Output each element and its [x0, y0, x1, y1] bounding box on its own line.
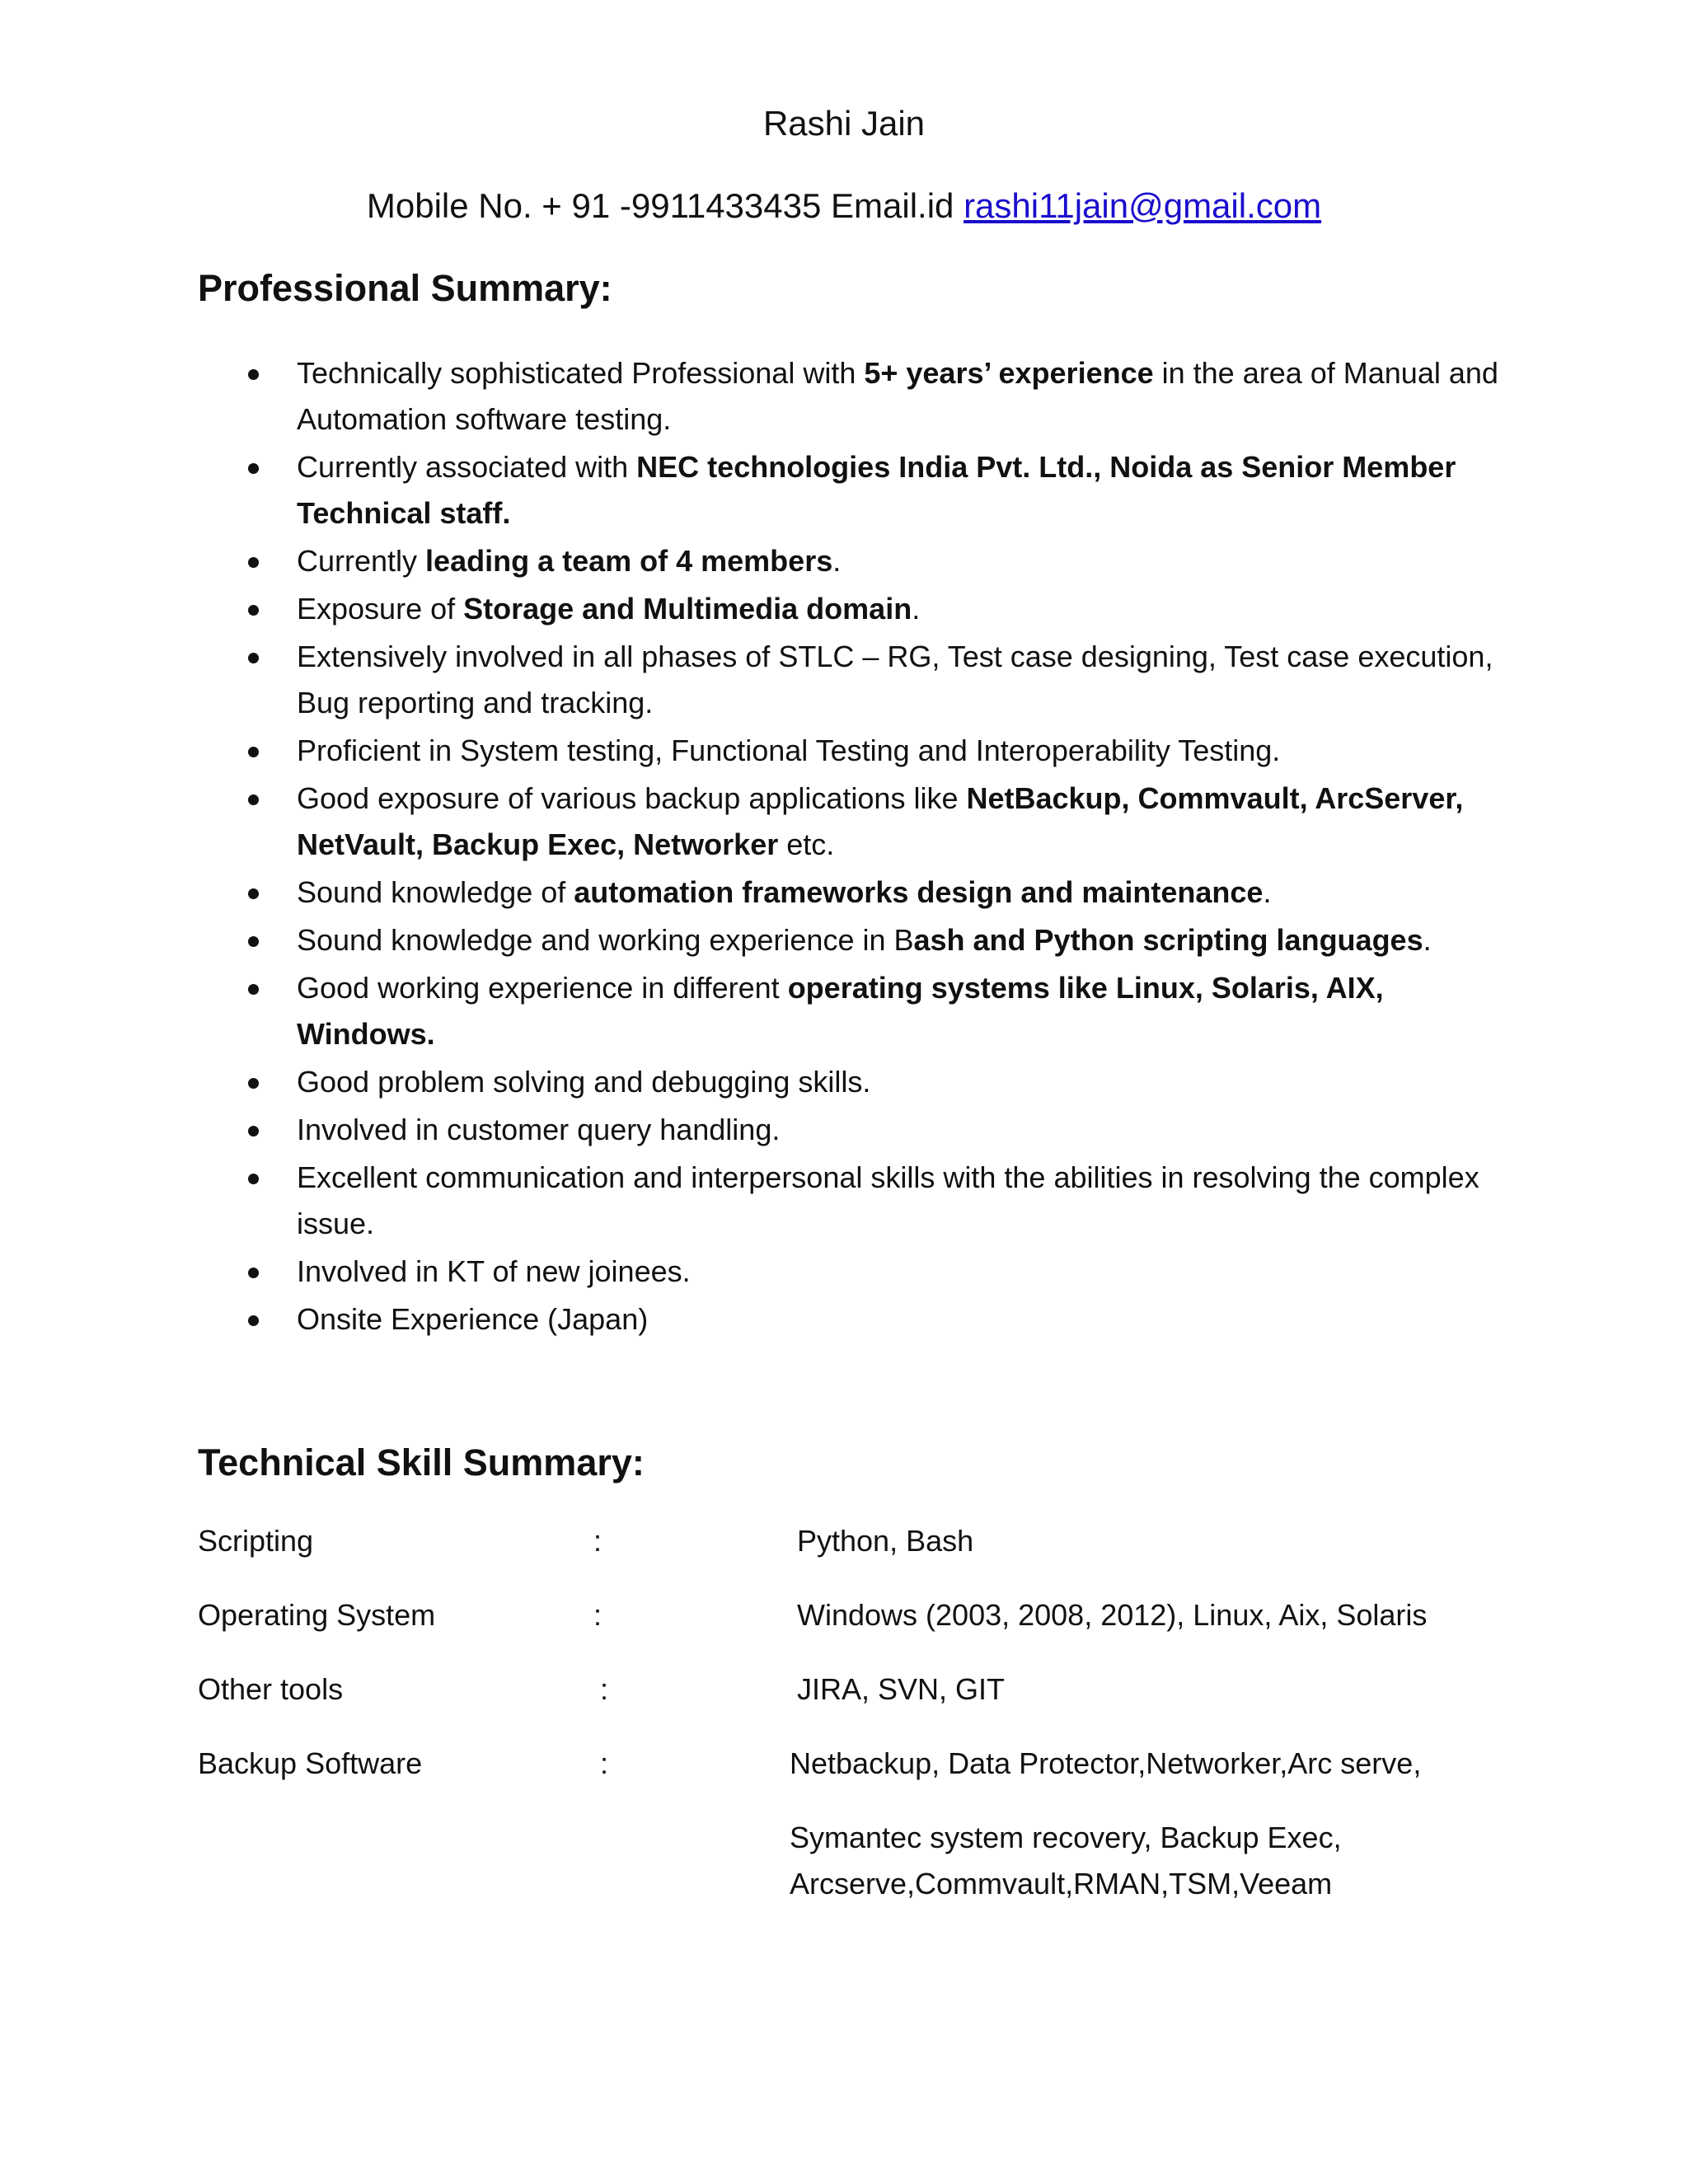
summary-item	[198, 586, 1500, 632]
summary-item	[198, 538, 1500, 584]
skill-value: Windows (2003, 2008, 2012), Linux, Aix, Solaris	[797, 1598, 1428, 1632]
bullet-icon	[248, 936, 259, 947]
summary-item-text: Sound knowledge and working experience in B	[297, 923, 914, 957]
summary-item	[198, 1155, 1500, 1247]
summary-item-text: .	[832, 544, 842, 578]
skill-colon: :	[600, 1746, 609, 1780]
bullet-icon	[248, 1126, 259, 1137]
bullet-icon	[248, 1268, 259, 1278]
bullet-icon	[248, 369, 259, 380]
skill-value: JIRA, SVN, GIT	[797, 1672, 1006, 1706]
summary-item-text: Currently	[297, 544, 426, 578]
summary-item-bold-text: 5+ years’ experience	[864, 356, 1154, 390]
summary-item-bold-text: automation frameworks design and maintenance	[574, 875, 1264, 909]
professional-summary-list	[198, 350, 1500, 1344]
skill-label: Backup Software	[198, 1746, 423, 1780]
summary-item-text: Good exposure of various backup applications like	[297, 781, 967, 815]
professional-summary-heading: Professional Summary:	[198, 267, 612, 309]
contact-phone-text: Mobile No. + 91 -9911433435 Email.id	[366, 186, 964, 225]
skill-label: Scripting	[198, 1524, 314, 1558]
skill-value	[790, 1741, 1498, 1907]
summary-item-text: Sound knowledge of	[297, 875, 574, 909]
summary-item-text: .	[912, 592, 921, 626]
summary-item	[198, 1107, 1500, 1153]
summary-item	[198, 1296, 1500, 1343]
skill-row-operating-system	[198, 1592, 1517, 1666]
summary-item-text: Technically sophisticated Professional with	[297, 356, 865, 390]
bullet-icon	[248, 653, 259, 663]
summary-item	[198, 728, 1500, 774]
bullet-icon	[248, 747, 259, 757]
summary-item-text: .	[1263, 875, 1272, 909]
summary-item	[198, 965, 1500, 1057]
skill-row-backup-software	[198, 1741, 1517, 1905]
bullet-icon	[248, 888, 259, 899]
summary-item	[198, 917, 1500, 963]
skill-value-line: Symantec system recovery, Backup Exec, Arcserve,Commvault,RMAN,TSM,Veeam	[790, 1821, 1342, 1900]
summary-item-bold-text: NetBackup, Commvault, ArcServer, NetVault, Backup Exec, Networker	[297, 781, 1464, 861]
summary-item-bold-text: NEC technologies India Pvt. Ltd., Noida as Senior Member Technical staff.	[297, 450, 1456, 530]
summary-item-text: Involved in customer query handling.	[297, 1113, 781, 1146]
skill-row-scripting	[198, 1518, 1517, 1592]
summary-item	[198, 1249, 1500, 1295]
bullet-icon	[248, 1078, 259, 1089]
skill-label: Other tools	[198, 1672, 344, 1706]
summary-item-bold-text: operating systems like Linux, Solaris, AIX, Windows.	[297, 971, 1384, 1051]
summary-item-text: .	[1423, 923, 1432, 957]
skill-value-line: Netbackup, Data Protector,Networker,Arc serve,	[790, 1746, 1422, 1780]
skill-colon: :	[600, 1672, 609, 1706]
skill-row-other-tools	[198, 1666, 1517, 1741]
summary-item-bold-text: ash and Python scripting languages	[913, 923, 1423, 957]
email-link[interactable]: rashi11jain@gmail.com	[964, 186, 1322, 225]
contact-line	[0, 183, 1688, 229]
summary-item	[198, 776, 1500, 868]
summary-item-bold-text: leading a team of 4 members	[425, 544, 833, 578]
summary-item	[198, 1059, 1500, 1105]
summary-item-text: Extensively involved in all phases of STLC – RG, Test case designing, Test case execution, Bug reporting and tracking.	[297, 640, 1493, 719]
skill-value: Python, Bash	[797, 1524, 974, 1558]
bullet-icon	[248, 794, 259, 805]
summary-item-text: Good working experience in different	[297, 971, 788, 1005]
bullet-icon	[248, 463, 259, 474]
bullet-icon	[248, 984, 259, 995]
summary-item-text: Good problem solving and debugging skills.	[297, 1065, 871, 1099]
summary-item	[198, 350, 1500, 443]
summary-item-text: Excellent communication and interpersonal skills with the abilities in resolving the complex issue.	[297, 1160, 1479, 1240]
bullet-icon	[248, 1315, 259, 1326]
summary-item-text: Proficient in System testing, Functional Testing and Interoperability Testing.	[297, 733, 1281, 767]
summary-item-bold-text: Storage and Multimedia domain	[463, 592, 912, 626]
summary-item-text: Involved in KT of new joinees.	[297, 1254, 691, 1288]
technical-skill-table	[198, 1518, 1517, 1905]
summary-item	[198, 444, 1500, 537]
summary-item	[198, 634, 1500, 726]
skill-colon: :	[593, 1524, 603, 1558]
summary-item-text: in the area of Manual and Automation software testing.	[297, 356, 1498, 436]
technical-skill-heading: Technical Skill Summary:	[198, 1441, 645, 1483]
candidate-name: Rashi Jain	[762, 104, 926, 143]
skill-colon: :	[593, 1598, 603, 1632]
summary-item-text: Currently associated with	[297, 450, 637, 484]
bullet-icon	[248, 1174, 259, 1184]
summary-item	[198, 869, 1500, 916]
summary-item-text: Exposure of	[297, 592, 464, 626]
summary-item-text: Onsite Experience (Japan)	[297, 1302, 649, 1336]
bullet-icon	[248, 605, 259, 616]
summary-item-text: etc.	[778, 827, 835, 861]
skill-label: Operating System	[198, 1598, 436, 1632]
bullet-icon	[248, 557, 259, 568]
